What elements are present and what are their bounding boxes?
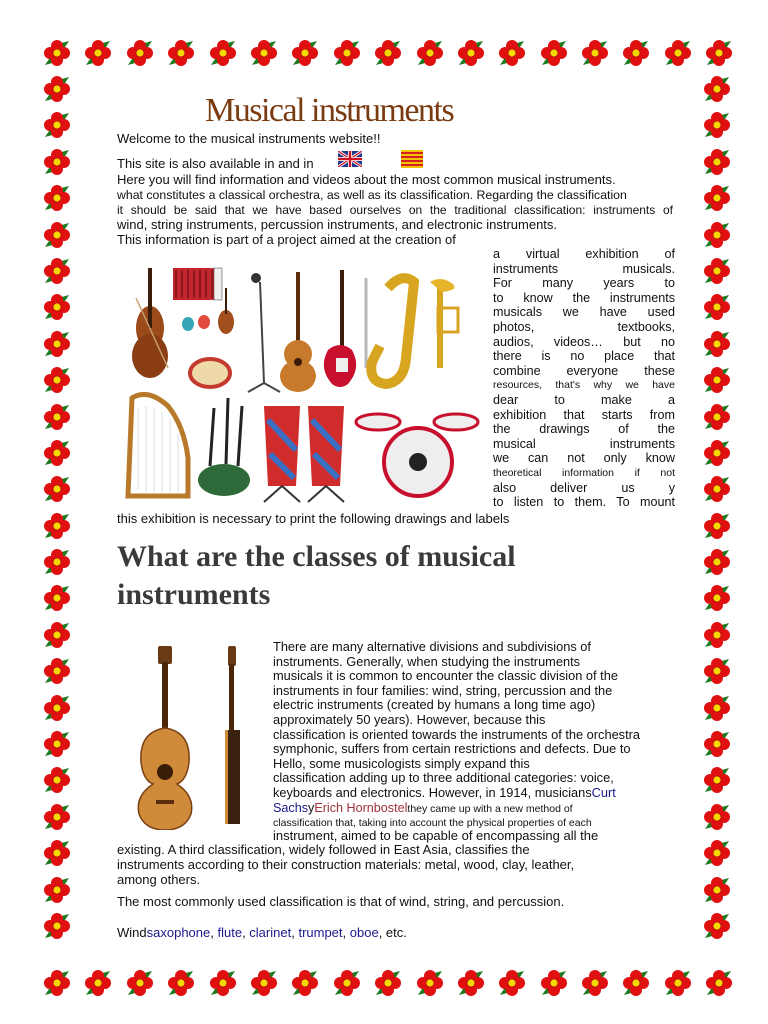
flower-icon — [42, 968, 72, 998]
exhibition-text-line: dear to make a — [493, 392, 675, 407]
flower-icon — [83, 38, 113, 68]
flower-icon — [42, 656, 72, 686]
flower-icon — [249, 38, 279, 68]
congas-image — [264, 406, 344, 502]
flower-icon — [42, 547, 72, 577]
flower-icon — [702, 256, 732, 286]
trumpet-image — [430, 279, 458, 368]
classes-text-line: There are many alternative divisions and subdivisions of — [273, 639, 591, 654]
flower-icon — [42, 402, 72, 432]
classes-text-line: symphonic, suffers from certain restrictions and defects. Due to — [273, 741, 631, 757]
exhibition-text-line: musicals we have used — [493, 305, 675, 320]
instruments-illustration — [118, 258, 480, 506]
hornbostel-link[interactable]: Erich Hornbostel — [314, 801, 408, 815]
flower-icon — [580, 968, 610, 998]
flower-icon — [621, 38, 651, 68]
flower-icon — [702, 547, 732, 577]
flower-icon — [42, 183, 72, 213]
flower-icon — [42, 220, 72, 250]
classes-text-line: musicals it is common to encounter the classic division of the — [273, 668, 618, 684]
microphone-stand-image — [248, 273, 280, 392]
flower-icon — [42, 583, 72, 613]
flower-icon — [702, 838, 732, 868]
exhibition-text-line: also deliver us y — [493, 480, 675, 495]
bagpipes-image — [198, 398, 250, 496]
flower-icon — [415, 968, 445, 998]
wind-label: Wind — [117, 925, 147, 940]
flower-icon — [702, 911, 732, 941]
flower-icon — [42, 147, 72, 177]
separator: , — [342, 925, 350, 940]
flower-icon — [702, 875, 732, 905]
cello-image — [132, 268, 168, 378]
researchers-line — [273, 801, 573, 817]
intro-line-3: it should be said that we have based ourselves on the traditional classification: instruments of — [117, 203, 673, 217]
flower-icon — [42, 765, 72, 795]
flute-link[interactable]: flute — [217, 925, 243, 940]
flower-icon — [497, 38, 527, 68]
flower-icon — [42, 329, 72, 359]
third-class-line-1: existing. A third classification, widely followed in East Asia, classifies the — [117, 842, 530, 857]
exhibition-text-line: musical instruments — [493, 436, 675, 451]
flower-icon — [42, 256, 72, 286]
availability-text: This site is also available in and in — [117, 156, 314, 171]
exhibition-text-line: to know the instruments — [493, 290, 675, 305]
catalan-flag-icon[interactable] — [401, 150, 423, 173]
intro-line-2: what constitutes a classical orchestra, as well as its classification. Regarding the classification — [117, 188, 627, 202]
flower-icon — [125, 968, 155, 998]
flower-icon — [42, 620, 72, 650]
exhibition-text-line: theoretical information if not — [493, 466, 675, 479]
flower-icon — [456, 38, 486, 68]
separator: , — [291, 925, 299, 940]
harp-image — [128, 394, 188, 496]
accordion-image — [173, 268, 222, 300]
flower-icon — [42, 693, 72, 723]
flower-icon — [704, 38, 734, 68]
flower-icon — [42, 38, 72, 68]
flower-icon — [702, 693, 732, 723]
flower-icon — [663, 968, 693, 998]
classes-text-line-text: keyboards and electronics. However, in 1914, musicians — [273, 784, 592, 800]
intro-line-4: wind, string instruments, percussion instruments, and electronic instruments. — [117, 217, 558, 232]
flower-icon — [702, 583, 732, 613]
flower-icon — [42, 511, 72, 541]
left-flower-border — [42, 74, 72, 941]
and-word: y — [308, 801, 315, 815]
flower-icon — [702, 729, 732, 759]
right-flower-border — [702, 74, 732, 941]
flower-icon — [702, 474, 732, 504]
classification-line-b: instrument, aimed to be capable of encompassing all the — [273, 828, 599, 843]
page-title: Musical instruments — [205, 92, 454, 129]
flower-icon — [702, 220, 732, 250]
flower-icon — [702, 765, 732, 795]
flower-icon — [42, 74, 72, 104]
flower-icon — [166, 968, 196, 998]
flower-icon — [702, 511, 732, 541]
separator: , — [242, 925, 250, 940]
flower-icon — [539, 968, 569, 998]
flower-icon — [580, 38, 610, 68]
exhibition-text-line: photos, textbooks, — [493, 319, 675, 334]
section-heading: What are the classes of musical instruments — [117, 540, 516, 611]
flower-icon — [42, 365, 72, 395]
classes-text-line: instruments. Generally, when studying the instruments — [273, 653, 581, 669]
classes-text-line: electric instruments (created by humans a long time ago) — [273, 697, 596, 713]
exhibition-text-line: instruments musicals. — [493, 261, 675, 276]
flower-icon — [702, 74, 732, 104]
separator: , — [210, 925, 218, 940]
flower-icon — [702, 147, 732, 177]
flower-icon — [42, 110, 72, 140]
english-flag-icon[interactable] — [338, 151, 362, 172]
exhibition-text-line: the drawings of the — [493, 422, 675, 437]
flower-icon — [83, 968, 113, 998]
acoustic-guitar-image — [280, 272, 316, 392]
flower-icon — [290, 968, 320, 998]
exhibition-text-line: a virtual exhibition of — [493, 247, 675, 261]
intro-line-5: This information is part of a project aimed at the creation of — [117, 232, 456, 247]
saxophone-link[interactable]: saxophone — [146, 925, 211, 940]
flower-icon — [702, 620, 732, 650]
exhibition-text-line: resources, that's why we have — [493, 379, 675, 392]
bottom-flower-border — [42, 968, 734, 998]
flower-icon — [42, 438, 72, 468]
flower-icon — [332, 38, 362, 68]
classical-guitar-front-image — [138, 646, 191, 830]
top-flower-border — [42, 38, 734, 68]
flower-icon — [208, 968, 238, 998]
flower-icon — [373, 38, 403, 68]
welcome-text: Welcome to the musical instruments website!! — [117, 131, 381, 146]
flower-icon — [497, 968, 527, 998]
flower-icon — [539, 38, 569, 68]
flower-icon — [42, 729, 72, 759]
clarinet-link[interactable]: clarinet — [249, 925, 292, 940]
flower-icon — [702, 183, 732, 213]
exhibition-text-line: we can not only know — [493, 451, 675, 466]
trumpet-link[interactable]: trumpet — [298, 925, 343, 940]
curt-link[interactable]: Curt — [591, 784, 616, 800]
etc-text: , etc. — [378, 925, 407, 940]
electric-guitar-image — [324, 270, 356, 387]
classes-text-line: classification adding up to three additional categories: voice, — [273, 770, 614, 786]
saxophone-image — [371, 278, 414, 384]
guitars-illustration — [130, 644, 260, 830]
flower-icon — [702, 656, 732, 686]
flower-icon — [702, 802, 732, 832]
exhibition-text-line: there is no place that — [493, 349, 675, 364]
flower-icon — [663, 38, 693, 68]
flower-icon — [249, 968, 279, 998]
third-class-line-3: among others. — [117, 872, 201, 887]
flower-icon — [42, 911, 72, 941]
classification-line-a: classification that, taking into account the physical properties of each — [273, 817, 592, 829]
new-method-text: they came up with a new method of — [407, 803, 573, 815]
flower-icon — [702, 292, 732, 322]
classes-paragraph — [273, 640, 648, 801]
exhibition-text-line: exhibition that starts from — [493, 407, 675, 422]
exhibition-text-line: For many years to — [493, 276, 675, 291]
flower-icon — [42, 292, 72, 322]
flower-icon — [42, 875, 72, 905]
flower-icon — [456, 968, 486, 998]
exhibition-text-line: to listen to them. To mount — [493, 495, 675, 510]
tambourine-image — [190, 359, 230, 387]
flower-icon — [621, 968, 651, 998]
classes-text-line — [273, 786, 648, 801]
flower-icon — [125, 38, 155, 68]
classes-text-line: instruments in four families: wind, string, percussion and the — [273, 682, 613, 698]
third-class-line-2: instruments according to their construction materials: metal, wood, clay, leather, — [117, 857, 575, 872]
exhibition-text-column — [493, 247, 675, 510]
flower-icon — [42, 802, 72, 832]
flower-icon — [373, 968, 403, 998]
oboe-link[interactable]: oboe — [349, 925, 379, 940]
flower-icon — [42, 474, 72, 504]
flower-icon — [208, 38, 238, 68]
flower-icon — [702, 365, 732, 395]
flower-icon — [332, 968, 362, 998]
common-classification-text: The most commonly used classification is that of wind, string, and percussion. — [117, 894, 565, 909]
flower-icon — [42, 838, 72, 868]
classical-guitar-side-image — [225, 646, 240, 824]
flower-icon — [702, 110, 732, 140]
intro-line-1: Here you will find information and videos about the most common musical instruments. — [117, 172, 616, 187]
maracas-image — [182, 315, 210, 331]
wind-list — [117, 926, 407, 941]
flower-icon — [702, 402, 732, 432]
flower-icon — [704, 968, 734, 998]
exhibition-text-line: audios, videos… but no — [493, 334, 675, 349]
after-image-text: this exhibition is necessary to print the following drawings and labels — [117, 511, 510, 526]
classes-text-line: classification is oriented towards the instruments of the orchestra — [273, 726, 641, 742]
flower-icon — [702, 438, 732, 468]
flower-icon — [415, 38, 445, 68]
flower-icon — [702, 329, 732, 359]
sachs-link[interactable]: Sachs — [273, 801, 309, 815]
flower-icon — [166, 38, 196, 68]
classes-text-line: approximately 50 years). However, because this — [273, 711, 546, 727]
flower-icon — [290, 38, 320, 68]
classes-text-line: Hello, some musicologists simply expand this — [273, 755, 530, 771]
drum-kit-image — [356, 414, 478, 496]
exhibition-text-line: combine everyone these — [493, 363, 675, 378]
